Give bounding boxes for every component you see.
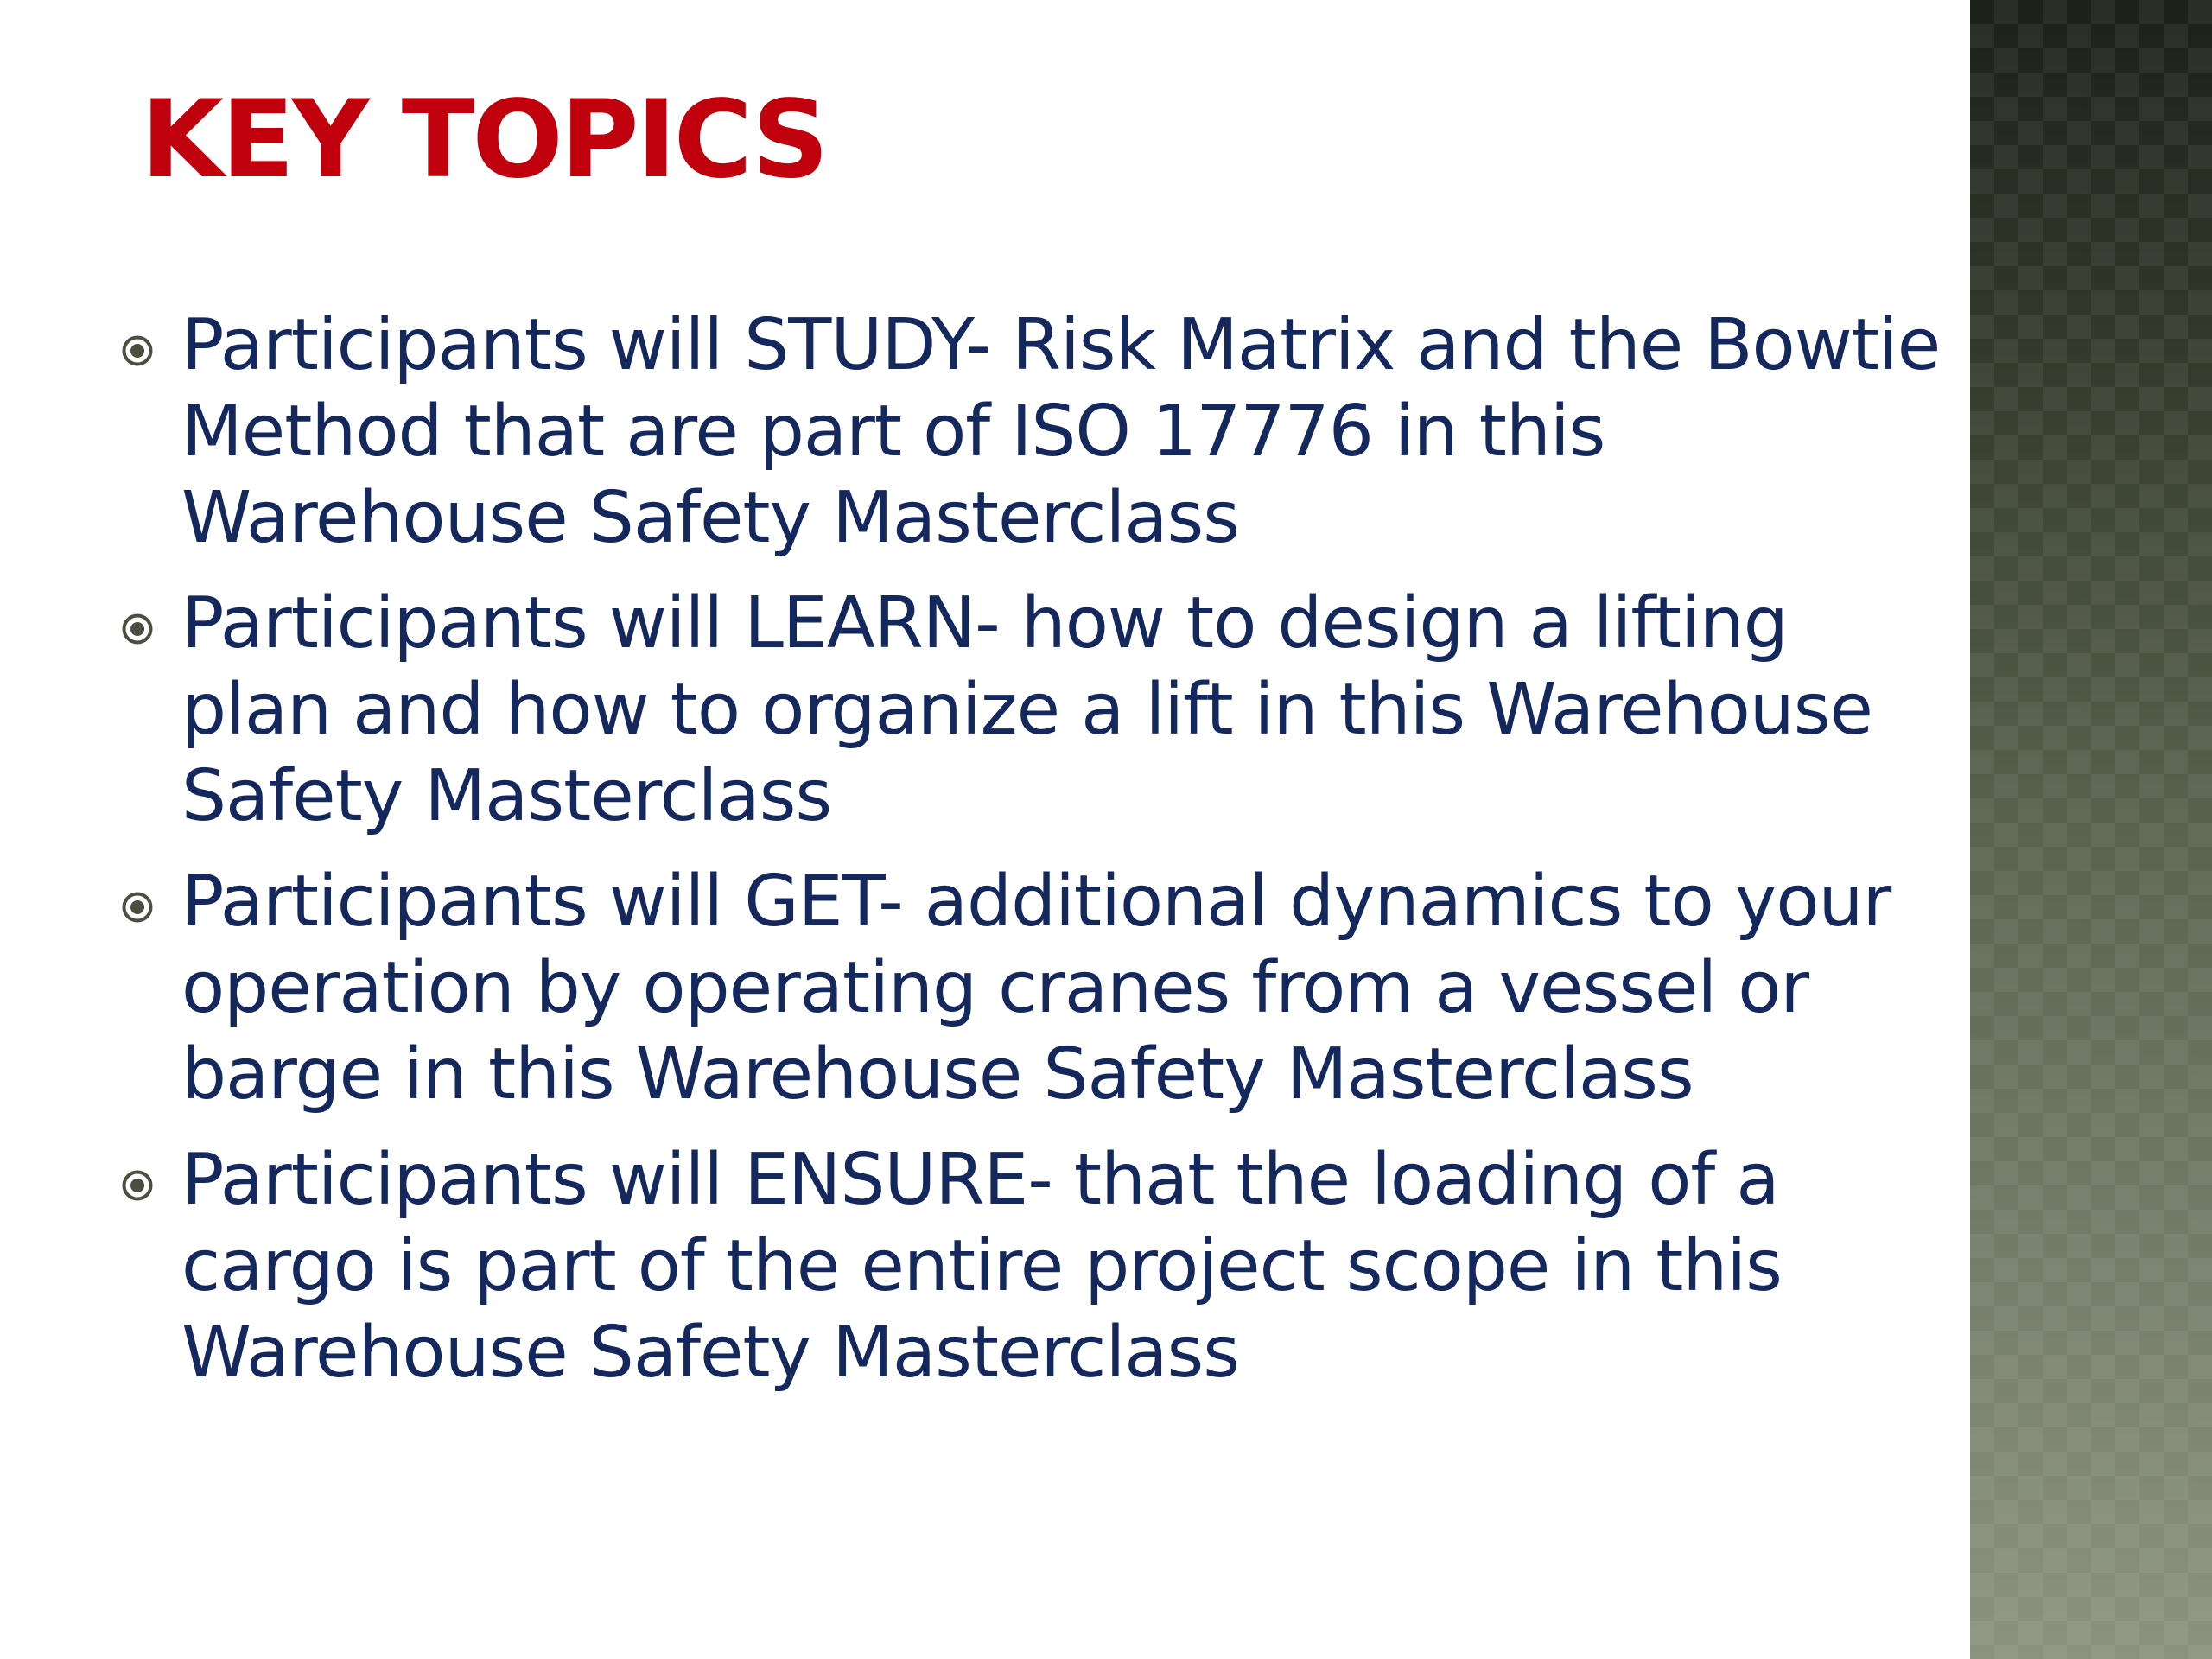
bullet-text: Participants will LEARN- how to design a lifting plan and how to organize a lift in this Warehouse Safety Masterclass — [181, 582, 1872, 837]
circled-dot-bullet-icon — [121, 1169, 154, 1202]
list-item — [119, 581, 1942, 840]
list-item — [119, 859, 1942, 1118]
circled-dot-bullet-icon — [121, 891, 154, 924]
circled-dot-bullet-icon — [121, 613, 154, 645]
bullet-text: Participants will GET- additional dynamics to your operation by operating cranes from a vessel or barge in this Warehouse Safety Masterclass — [181, 861, 1891, 1116]
decorative-side-panel — [1970, 0, 2212, 1659]
bullet-text: Participants will ENSURE- that the loading of a cargo is part of the entire project scope in this Warehouse Safety Masterclass — [181, 1139, 1782, 1394]
slide-title: KEY TOPICS — [141, 78, 827, 202]
list-item — [119, 302, 1942, 562]
circled-dot-bullet-icon — [121, 334, 154, 367]
key-topics-list — [119, 302, 1942, 1396]
bullet-text: Participants will STUDY- Risk Matrix and the Bowtie Method that are part of ISO 17776 in this Warehouse Safety Masterclass — [181, 304, 1941, 559]
list-item — [119, 1137, 1942, 1396]
